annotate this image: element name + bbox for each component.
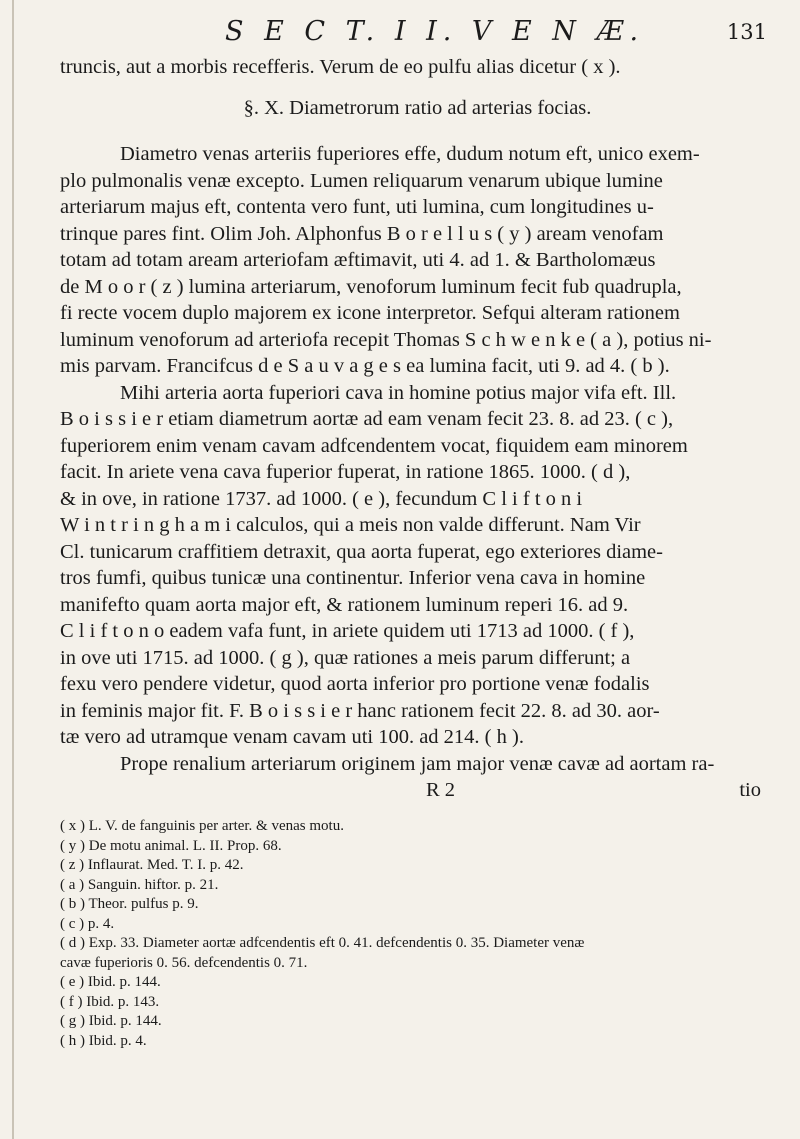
- footnotes: [60, 817, 775, 1051]
- text-line: mis parvam. Francifcus d e S a u v a g e s ea lumina facit, uti 9. ad 4. ( b ).: [60, 355, 670, 377]
- footnote: ( e ) Ibid. p. 144.: [60, 974, 161, 990]
- text-line: fuperiorem enim venam cavam adfcendentem vocat, fiquidem eam minorem: [60, 434, 688, 457]
- text-line: arteriarum majus eft, contenta vero funt, uti lumina, cum longitudines u-: [60, 196, 654, 218]
- text-line: & in ove, in ratione 1737. ad 1000. ( e ), fecundum C l i f t o n i: [60, 487, 583, 510]
- text-line: fi recte vocem duplo majorem ex icone interpretor. Sefqui alteram rationem: [60, 302, 680, 324]
- text-line: truncis, aut a morbis recefferis. Verum de eo pulfu alias dicetur ( x ).: [60, 56, 621, 78]
- text-line: Prope renalium arteriarum originem jam major venæ cavæ ad aortam ra-: [120, 752, 715, 775]
- text-line: Mihi arteria aorta fuperiori cava in homine potius major vifa eft. Ill.: [120, 381, 677, 404]
- footnote: ( z ) Inflaurat. Med. T. I. p. 42.: [60, 857, 244, 873]
- text-line: Diametro venas arteriis fuperiores effe, dudum notum eft, unico exem-: [120, 143, 700, 165]
- text-line: luminum venoforum ad arteriofa recepit Thomas S c h w e n k e ( a ), potius ni-: [60, 328, 712, 351]
- footnote: ( b ) Theor. pulfus p. 9.: [60, 896, 199, 912]
- footnote: ( d ) Exp. 33. Diameter aortæ adfcendentis eft 0. 41. defcendentis 0. 35. Diameter venæ: [60, 935, 585, 951]
- text-line: plo pulmonalis venæ excepto. Lumen reliquarum venarum ubique lumine: [60, 169, 663, 192]
- text-line: B o i s s i e r etiam diametrum aortæ ad eam venam fecit 23. 8. ad 23. ( c ),: [60, 408, 674, 430]
- text-line: trinque pares fint. Olim Joh. Alphonfus B o r e l l u s ( y ) aream venofam: [60, 222, 664, 245]
- text-line: manifefto quam aorta major eft, & rationem luminum reperi 16. ad 9.: [60, 593, 629, 616]
- section-heading: §. X. Diametrorum ratio ad arterias focias.: [243, 96, 592, 119]
- page-header: [60, 14, 775, 54]
- footnote: ( g ) Ibid. p. 144.: [60, 1013, 162, 1029]
- text-line: totam ad totam aream arteriofam æftimavit, uti 4. ad 1. & Bartholomæus: [60, 249, 656, 271]
- page-edge-shadow: [12, 0, 14, 1139]
- footnote-continuation: cavæ fuperioris 0. 56. defcendentis 0. 71.: [60, 954, 308, 971]
- footnote: ( h ) Ibid. p. 4.: [60, 1032, 147, 1049]
- page-number: 131: [726, 20, 767, 44]
- text-line: W i n t r i n g h a m i calculos, qui a meis non valde differunt. Nam Vir: [60, 514, 641, 536]
- running-head: S E C T. I I. V E N Æ.: [225, 16, 645, 47]
- text-line: tæ vero ad utramque venam cavam uti 100. ad 214. ( h ).: [60, 726, 524, 748]
- footnote: ( c ) p. 4.: [60, 915, 115, 932]
- main-text: [60, 54, 775, 777]
- text-line: facit. In ariete vena cava fuperior fuperat, in ratione 1865. 1000. ( d ),: [60, 461, 631, 483]
- footnote: ( a ) Sanguin. hiftor. p. 21.: [60, 876, 219, 893]
- text-line: C l i f t o n o eadem vafa funt, in ariete quidem uti 1713 ad 1000. ( f ),: [60, 620, 635, 642]
- text-line: de M o o r ( z ) lumina arteriarum, venoforum luminum fecit fub quadrupla,: [60, 275, 682, 298]
- text-line: tros fumfi, quibus tunicæ una continentur. Inferior vena cava in homine: [60, 567, 646, 589]
- footnote: ( f ) Ibid. p. 143.: [60, 993, 160, 1010]
- footnote: ( y ) De motu animal. L. II. Prop. 68.: [60, 837, 282, 854]
- text-line: fexu vero pendere videtur, quod aorta inferior pro portione venæ fodalis: [60, 673, 650, 695]
- catchword: tio: [739, 779, 761, 801]
- signature-line: [60, 777, 775, 807]
- signature-mark: R 2: [426, 779, 456, 801]
- footnote: ( x ) L. V. de fanguinis per arter. & venas motu.: [60, 818, 344, 834]
- text-line: Cl. tunicarum craffitiem detraxit, qua aorta fuperat, ego exteriores diame-: [60, 540, 663, 563]
- book-page: [60, 14, 775, 1051]
- text-line: in feminis major fit. F. B o i s s i e r hanc rationem fecit 22. 8. ad 30. aor-: [60, 699, 660, 722]
- text-line: in ove uti 1715. ad 1000. ( g ), quæ rationes a meis parum differunt; a: [60, 646, 631, 669]
